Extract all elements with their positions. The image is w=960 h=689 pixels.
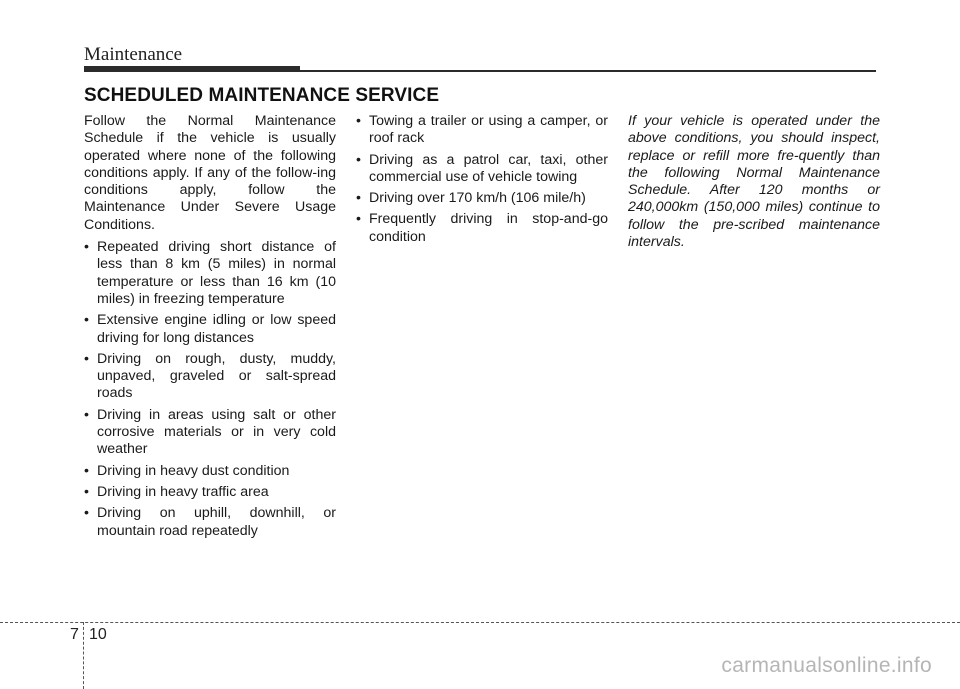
list-item bbox=[356, 211, 608, 246]
severe-conditions-list-2 bbox=[356, 113, 608, 246]
watermark: carmanualsonline.info bbox=[721, 654, 932, 677]
bullet-icon: • bbox=[84, 505, 89, 522]
list-item-text: Driving over 170 km/h (106 mile/h) bbox=[369, 190, 586, 207]
list-item-text: Driving on rough, dusty, muddy, unpaved, graveled or salt-spread roads bbox=[97, 350, 336, 402]
header-rule-thick bbox=[84, 66, 300, 72]
list-item bbox=[84, 239, 336, 308]
list-item-text: Extensive engine idling or low speed driving for long distances bbox=[97, 312, 336, 346]
chapter-number: 7 bbox=[70, 626, 79, 643]
bullet-icon: • bbox=[356, 113, 361, 129]
bullet-icon: • bbox=[84, 312, 89, 329]
list-item bbox=[84, 463, 336, 480]
column-right bbox=[628, 113, 880, 251]
list-item bbox=[84, 351, 336, 403]
bullet-icon: • bbox=[84, 350, 89, 367]
section-label: Maintenance bbox=[84, 44, 183, 65]
list-item-text: Frequently driving in stop-and-go condition bbox=[369, 211, 608, 245]
intro-paragraph: Follow the Normal Maintenance Schedule if the vehicle is usually operated where none of the following conditions apply. If any of the follow-ing conditions apply, follow the Maintenance Under Severe Usage Conditions. bbox=[84, 113, 336, 233]
list-item bbox=[84, 312, 336, 347]
list-item bbox=[356, 190, 608, 207]
footer-vertical-divider bbox=[83, 622, 84, 689]
list-item-text: Driving in areas using salt or other corrosive materials or in very cold weather bbox=[97, 406, 336, 458]
bullet-icon: • bbox=[84, 239, 89, 256]
list-item-text: Driving on uphill, downhill, or mountain road repeatedly bbox=[97, 505, 336, 539]
page-number: 10 bbox=[89, 626, 107, 643]
list-item bbox=[356, 152, 608, 187]
page-title: SCHEDULED MAINTENANCE SERVICE bbox=[84, 85, 440, 106]
column-left bbox=[84, 113, 336, 544]
bullet-icon: • bbox=[84, 462, 89, 479]
bullet-icon: • bbox=[356, 151, 361, 168]
footer-divider bbox=[0, 622, 960, 623]
list-item-text: Towing a trailer or using a camper, or roof rack bbox=[369, 113, 608, 147]
bullet-icon: • bbox=[356, 190, 361, 207]
list-item-text: Repeated driving short distance of less than 8 km (5 miles) in normal temperature or less than 16 km (10 miles) in freezing temperature bbox=[97, 239, 336, 307]
header-rule-thin bbox=[300, 70, 876, 72]
bullet-icon: • bbox=[84, 406, 89, 423]
list-item-text: Driving as a patrol car, taxi, other commercial use of vehicle towing bbox=[369, 151, 608, 185]
note-paragraph: If your vehicle is operated under the above conditions, you should inspect, replace or refill more fre-quently than the following Normal Maintenance Schedule. After 120 months or 240,000km (150,000 miles) continue to follow the pre-scribed maintenance intervals. bbox=[628, 113, 880, 251]
column-middle bbox=[356, 113, 608, 250]
list-item-text: Driving in heavy traffic area bbox=[97, 483, 269, 500]
bullet-icon: • bbox=[356, 211, 361, 228]
list-item-text: Driving in heavy dust condition bbox=[97, 462, 290, 479]
list-item bbox=[84, 407, 336, 459]
severe-conditions-list-1 bbox=[84, 239, 336, 540]
bullet-icon: • bbox=[84, 483, 89, 500]
list-item bbox=[356, 113, 608, 148]
list-item bbox=[84, 484, 336, 501]
list-item bbox=[84, 505, 336, 540]
